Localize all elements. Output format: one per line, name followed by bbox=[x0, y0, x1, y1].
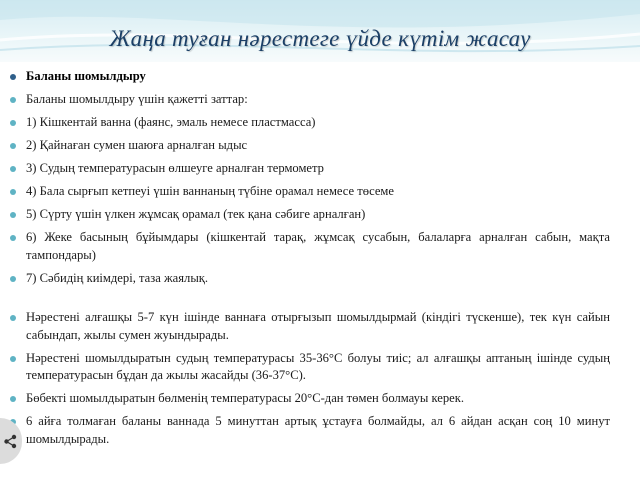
list-item-text: 7) Сәбидің киімдері, таза жаялық. bbox=[26, 270, 209, 285]
list-item-text: 2) Қайнаған сумен шаюға арналған ыдыс bbox=[26, 138, 248, 152]
list-item bbox=[10, 206, 610, 224]
bullet-icon bbox=[10, 97, 16, 103]
bullet-icon bbox=[10, 143, 16, 149]
bullet-icon bbox=[10, 356, 16, 362]
list-item bbox=[10, 91, 610, 109]
bullet-icon bbox=[10, 235, 16, 241]
list-item-text: Нәрестені шомылдыратын судың температурасы 35-36°С болуы тиіс; ал алғашқы аптаның ішінде судың температурасын бұдан да жылы жасайды (36-37°С). bbox=[26, 350, 610, 382]
slide-title: Жаңа туған нәрестеге үйде күтім жасау bbox=[109, 26, 531, 51]
list-item bbox=[10, 68, 610, 86]
list-item bbox=[10, 270, 610, 288]
list-item-text: Нәрестені алғашқы 5-7 күн ішінде ваннаға отырғызып шомылдырмай (кіндігі түскенше), тек күн сайын сабындап, жылы сумен жуындырады. bbox=[26, 310, 610, 342]
bullet-icon bbox=[10, 166, 16, 172]
bullet-icon bbox=[10, 74, 16, 80]
bullet-icon bbox=[10, 120, 16, 126]
list-item bbox=[10, 183, 610, 201]
list-item-text: 6 айға толмаған баланы ваннада 5 минуттан артық ұстауға болмайды, ал 6 айдан асқан соң 10 минут шомылдырады. bbox=[26, 414, 610, 446]
bullet-icon bbox=[10, 315, 16, 321]
list-item bbox=[10, 137, 610, 155]
bullet-icon bbox=[10, 396, 16, 402]
list-item-text: Баланы шомылдыру үшін қажетті заттар: bbox=[26, 92, 248, 106]
list-item-text: 4) Бала сырғып кетпеуі үшін ваннаның түбіне орамал немесе төсеме bbox=[26, 184, 394, 198]
list-item-text: 6) Жеке басының бұйымдары (кішкентай тарақ, жұмсақ сусабын, балаларға арналған сабын, мақта тампондары) bbox=[26, 230, 610, 262]
list-item bbox=[10, 350, 610, 385]
list-item bbox=[10, 114, 610, 132]
list-item-text: 3) Судың температурасын өлшеуге арналған термометр bbox=[26, 161, 324, 175]
list-item bbox=[10, 160, 610, 178]
bullet-icon bbox=[10, 212, 16, 218]
list-item-text: Бөбекті шомылдыратын бөлменің температурасы 20°С-дан төмен болмауы керек. bbox=[26, 391, 465, 405]
list-item bbox=[10, 413, 610, 448]
share-icon bbox=[3, 434, 18, 449]
list-item-text: Баланы шомылдыру bbox=[26, 69, 146, 83]
bullet-list bbox=[10, 68, 610, 448]
list-item-text: 1) Кішкентай ванна (фаянс, эмаль немесе пластмасса) bbox=[26, 115, 316, 129]
list-item bbox=[10, 229, 610, 264]
list-item bbox=[10, 309, 610, 344]
bullet-icon bbox=[10, 189, 16, 195]
list-item-text: 5) Сүрту үшін үлкен жұмсақ орамал (тек қана сәбиге арналған) bbox=[26, 207, 366, 221]
list-item bbox=[10, 390, 610, 408]
bullet-icon bbox=[10, 276, 16, 282]
